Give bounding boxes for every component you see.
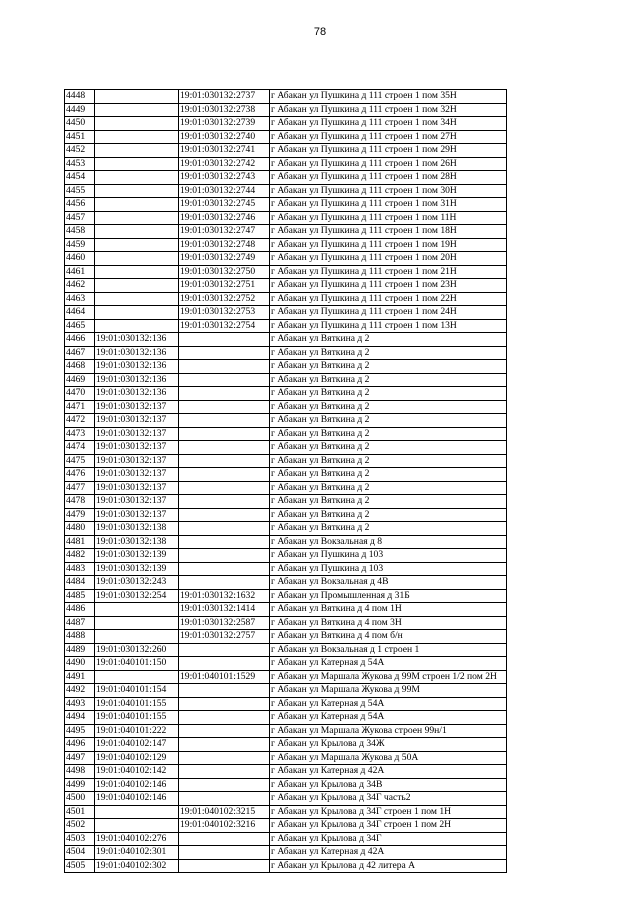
land-cadastral-number-cell [95,292,179,306]
land-cadastral-number-cell [95,117,179,131]
land-cadastral-number-cell: 19:01:030132:137 [95,495,179,509]
address-cell: г Абакан ул Вокзальная д 4В [270,576,507,590]
land-cadastral-number-cell: 19:01:040102:147 [95,738,179,752]
row-number-cell: 4456 [65,198,95,212]
address-cell: г Абакан ул Пушкина д 111 строен 1 пом 27Н [270,130,507,144]
row-number-cell: 4471 [65,400,95,414]
land-cadastral-number-cell [95,130,179,144]
table-row [65,576,507,590]
row-number-cell: 4472 [65,414,95,428]
row-number-cell: 4473 [65,427,95,441]
premises-cadastral-number-cell [179,481,270,495]
land-cadastral-number-cell [95,630,179,644]
address-cell: г Абакан ул Пушкина д 111 строен 1 пом 28Н [270,171,507,185]
table-row [65,292,507,306]
row-number-cell: 4480 [65,522,95,536]
premises-cadastral-number-cell [179,643,270,657]
row-number-cell: 4501 [65,805,95,819]
land-cadastral-number-cell: 19:01:030132:137 [95,508,179,522]
premises-cadastral-number-cell: 19:01:030132:2743 [179,171,270,185]
address-cell: г Абакан ул Катерная д 54А [270,711,507,725]
address-cell: г Абакан ул Вяткина д 2 [270,400,507,414]
land-cadastral-number-cell [95,144,179,158]
address-cell: г Абакан ул Катерная д 54А [270,697,507,711]
table-row [65,711,507,725]
address-cell: г Абакан ул Пушкина д 111 строен 1 пом 19Н [270,238,507,252]
row-number-cell: 4483 [65,562,95,576]
premises-cadastral-number-cell [179,562,270,576]
row-number-cell: 4457 [65,211,95,225]
premises-cadastral-number-cell: 19:01:030132:2748 [179,238,270,252]
address-cell: г Абакан ул Пушкина д 103 [270,549,507,563]
land-cadastral-number-cell [95,90,179,104]
premises-cadastral-number-cell: 19:01:030132:2738 [179,103,270,117]
table-row [65,427,507,441]
premises-cadastral-number-cell: 19:01:040101:1529 [179,670,270,684]
land-cadastral-number-cell [95,238,179,252]
address-cell: г Абакан ул Вяткина д 2 [270,441,507,455]
land-cadastral-number-cell: 19:01:030132:138 [95,535,179,549]
row-number-cell: 4468 [65,360,95,374]
land-cadastral-number-cell: 19:01:030132:136 [95,346,179,360]
row-number-cell: 4474 [65,441,95,455]
table-row [65,306,507,320]
address-cell: г Абакан ул Вяткина д 2 [270,333,507,347]
row-number-cell: 4458 [65,225,95,239]
land-cadastral-number-cell [95,616,179,630]
row-number-cell: 4453 [65,157,95,171]
address-cell: г Абакан ул Пушкина д 111 строен 1 пом 26Н [270,157,507,171]
premises-cadastral-number-cell: 19:01:030132:2587 [179,616,270,630]
address-cell: г Абакан ул Крылова д 34Г строен 1 пом 2Н [270,819,507,833]
table-row [65,319,507,333]
premises-cadastral-number-cell: 19:01:030132:2754 [179,319,270,333]
address-cell: г Абакан ул Вяткина д 2 [270,454,507,468]
row-number-cell: 4481 [65,535,95,549]
land-cadastral-number-cell: 19:01:030132:137 [95,414,179,428]
land-cadastral-number-cell: 19:01:030132:137 [95,481,179,495]
row-number-cell: 4461 [65,265,95,279]
row-number-cell: 4497 [65,751,95,765]
table-row [65,387,507,401]
row-number-cell: 4493 [65,697,95,711]
premises-cadastral-number-cell [179,792,270,806]
row-number-cell: 4496 [65,738,95,752]
premises-cadastral-number-cell [179,400,270,414]
premises-cadastral-number-cell [179,711,270,725]
table-row [65,724,507,738]
land-cadastral-number-cell [95,670,179,684]
land-cadastral-number-cell: 19:01:040102:302 [95,859,179,873]
premises-cadastral-number-cell [179,414,270,428]
table-row [65,360,507,374]
row-number-cell: 4455 [65,184,95,198]
table-row [65,346,507,360]
land-cadastral-number-cell [95,157,179,171]
land-cadastral-number-cell: 19:01:040102:276 [95,832,179,846]
row-number-cell: 4452 [65,144,95,158]
row-number-cell: 4488 [65,630,95,644]
table-row [65,495,507,509]
table-row [65,184,507,198]
row-number-cell: 4470 [65,387,95,401]
table-row [65,535,507,549]
table-row [65,454,507,468]
land-cadastral-number-cell [95,603,179,617]
land-cadastral-number-cell: 19:01:030132:136 [95,333,179,347]
row-number-cell: 4477 [65,481,95,495]
row-number-cell: 4465 [65,319,95,333]
land-cadastral-number-cell [95,265,179,279]
premises-cadastral-number-cell [179,576,270,590]
row-number-cell: 4454 [65,171,95,185]
address-cell: г Абакан ул Вяткина д 4 пом 3Н [270,616,507,630]
table-row [65,549,507,563]
premises-cadastral-number-cell [179,495,270,509]
row-number-cell: 4495 [65,724,95,738]
row-number-cell: 4490 [65,657,95,671]
address-cell: г Абакан ул Вяткина д 2 [270,346,507,360]
address-cell: г Абакан ул Вяткина д 4 пом 1Н [270,603,507,617]
address-cell: г Абакан ул Пушкина д 111 строен 1 пом 23Н [270,279,507,293]
land-cadastral-number-cell: 19:01:040101:150 [95,657,179,671]
table-row [65,684,507,698]
premises-cadastral-number-cell: 19:01:030132:1632 [179,589,270,603]
address-cell: г Абакан ул Пушкина д 111 строен 1 пом 29Н [270,144,507,158]
table-row [65,279,507,293]
row-number-cell: 4469 [65,373,95,387]
table-row [65,630,507,644]
address-cell: г Абакан ул Пушкина д 111 строен 1 пом 18Н [270,225,507,239]
row-number-cell: 4498 [65,765,95,779]
land-cadastral-number-cell: 19:01:040101:155 [95,711,179,725]
address-cell: г Абакан ул Вяткина д 2 [270,414,507,428]
premises-cadastral-number-cell [179,333,270,347]
row-number-cell: 4450 [65,117,95,131]
address-cell: г Абакан ул Пушкина д 111 строен 1 пом 22Н [270,292,507,306]
address-cell: г Абакан ул Пушкина д 111 строен 1 пом 24Н [270,306,507,320]
land-cadastral-number-cell: 19:01:030132:137 [95,468,179,482]
table-row [65,832,507,846]
land-cadastral-number-cell: 19:01:040102:146 [95,778,179,792]
address-cell: г Абакан ул Вяткина д 4 пом б/н [270,630,507,644]
land-cadastral-number-cell: 19:01:040102:301 [95,846,179,860]
premises-cadastral-number-cell [179,751,270,765]
table-row [65,751,507,765]
row-number-cell: 4466 [65,333,95,347]
premises-cadastral-number-cell: 19:01:030132:2741 [179,144,270,158]
table-row [65,697,507,711]
address-cell: г Абакан ул Пушкина д 111 строен 1 пом 21Н [270,265,507,279]
address-cell: г Абакан ул Вяткина д 2 [270,522,507,536]
address-cell: г Абакан ул Крылова д 34В [270,778,507,792]
table-row [65,414,507,428]
premises-cadastral-number-cell: 19:01:030132:2746 [179,211,270,225]
table-row [65,792,507,806]
premises-cadastral-number-cell [179,724,270,738]
premises-cadastral-number-cell [179,684,270,698]
land-cadastral-number-cell: 19:01:030132:138 [95,522,179,536]
address-cell: г Абакан ул Пушкина д 111 строен 1 пом 34Н [270,117,507,131]
premises-cadastral-number-cell [179,468,270,482]
row-number-cell: 4500 [65,792,95,806]
premises-cadastral-number-cell [179,508,270,522]
land-cadastral-number-cell [95,252,179,266]
premises-cadastral-number-cell: 19:01:030132:2740 [179,130,270,144]
table-row [65,265,507,279]
row-number-cell: 4448 [65,90,95,104]
land-cadastral-number-cell: 19:01:030132:136 [95,387,179,401]
land-cadastral-number-cell [95,319,179,333]
land-cadastral-number-cell: 19:01:030132:137 [95,454,179,468]
address-cell: г Абакан ул Вокзальная д 1 строен 1 [270,643,507,657]
address-cell: г Абакан ул Катерная д 42А [270,765,507,779]
premises-cadastral-number-cell [179,522,270,536]
address-cell: г Абакан ул Пушкина д 103 [270,562,507,576]
row-number-cell: 4504 [65,846,95,860]
premises-cadastral-number-cell [179,738,270,752]
address-cell: г Абакан ул Маршала Жукова д 99М [270,684,507,698]
premises-cadastral-number-cell: 19:01:030132:2750 [179,265,270,279]
premises-cadastral-number-cell [179,859,270,873]
premises-cadastral-number-cell [179,846,270,860]
land-cadastral-number-cell: 19:01:030132:139 [95,549,179,563]
row-number-cell: 4503 [65,832,95,846]
row-number-cell: 4491 [65,670,95,684]
land-cadastral-number-cell: 19:01:030132:136 [95,360,179,374]
table-row [65,90,507,104]
row-number-cell: 4482 [65,549,95,563]
address-cell: г Абакан ул Пушкина д 111 строен 1 пом 35Н [270,90,507,104]
land-cadastral-number-cell: 19:01:030132:137 [95,400,179,414]
address-cell: г Абакан ул Пушкина д 111 строен 1 пом 31Н [270,198,507,212]
registry-table [64,89,507,873]
address-cell: г Абакан ул Маршала Жукова д 99М строен 1/2 пом 2Н [270,670,507,684]
land-cadastral-number-cell: 19:01:030132:254 [95,589,179,603]
row-number-cell: 4467 [65,346,95,360]
premises-cadastral-number-cell: 19:01:030132:2744 [179,184,270,198]
address-cell: г Абакан ул Крылова д 34Г строен 1 пом 1Н [270,805,507,819]
row-number-cell: 4478 [65,495,95,509]
premises-cadastral-number-cell [179,387,270,401]
row-number-cell: 4464 [65,306,95,320]
table-row [65,211,507,225]
row-number-cell: 4475 [65,454,95,468]
land-cadastral-number-cell: 19:01:040102:146 [95,792,179,806]
address-cell: г Абакан ул Катерная д 54А [270,657,507,671]
table-row [65,333,507,347]
land-cadastral-number-cell [95,805,179,819]
land-cadastral-number-cell [95,279,179,293]
table-row [65,819,507,833]
address-cell: г Абакан ул Вяткина д 2 [270,468,507,482]
table-row [65,589,507,603]
table-row [65,616,507,630]
row-number-cell: 4487 [65,616,95,630]
address-cell: г Абакан ул Вокзальная д 8 [270,535,507,549]
page-number: 78 [313,26,327,38]
table-row [65,481,507,495]
table-row [65,805,507,819]
land-cadastral-number-cell: 19:01:040101:155 [95,697,179,711]
land-cadastral-number-cell: 19:01:030132:136 [95,373,179,387]
premises-cadastral-number-cell [179,454,270,468]
land-cadastral-number-cell: 19:01:030132:137 [95,441,179,455]
registry-table-body [65,90,507,873]
premises-cadastral-number-cell: 19:01:030132:2739 [179,117,270,131]
row-number-cell: 4462 [65,279,95,293]
premises-cadastral-number-cell [179,765,270,779]
address-cell: г Абакан ул Вяткина д 2 [270,373,507,387]
table-row [65,103,507,117]
land-cadastral-number-cell [95,103,179,117]
row-number-cell: 4485 [65,589,95,603]
premises-cadastral-number-cell: 19:01:030132:2742 [179,157,270,171]
land-cadastral-number-cell: 19:01:030132:137 [95,427,179,441]
row-number-cell: 4492 [65,684,95,698]
address-cell: г Абакан ул Вяткина д 2 [270,387,507,401]
row-number-cell: 4451 [65,130,95,144]
premises-cadastral-number-cell [179,427,270,441]
row-number-cell: 4489 [65,643,95,657]
row-number-cell: 4505 [65,859,95,873]
table-row [65,198,507,212]
row-number-cell: 4499 [65,778,95,792]
row-number-cell: 4484 [65,576,95,590]
row-number-cell: 4502 [65,819,95,833]
land-cadastral-number-cell: 19:01:030132:139 [95,562,179,576]
land-cadastral-number-cell [95,819,179,833]
land-cadastral-number-cell: 19:01:040101:154 [95,684,179,698]
premises-cadastral-number-cell [179,373,270,387]
premises-cadastral-number-cell [179,832,270,846]
premises-cadastral-number-cell [179,657,270,671]
table-row [65,171,507,185]
row-number-cell: 4460 [65,252,95,266]
address-cell: г Абакан ул Крылова д 34Ж [270,738,507,752]
address-cell: г Абакан ул Пушкина д 111 строен 1 пом 32Н [270,103,507,117]
table-row [65,859,507,873]
address-cell: г Абакан ул Маршала Жукова д 50А [270,751,507,765]
table-row [65,441,507,455]
premises-cadastral-number-cell [179,360,270,374]
address-cell: г Абакан ул Крылова д 34Г [270,832,507,846]
row-number-cell: 4463 [65,292,95,306]
address-cell: г Абакан ул Крылова д 34Г часть2 [270,792,507,806]
premises-cadastral-number-cell: 19:01:030132:2737 [179,90,270,104]
address-cell: г Абакан ул Вяткина д 2 [270,481,507,495]
premises-cadastral-number-cell [179,778,270,792]
land-cadastral-number-cell [95,198,179,212]
address-cell: г Абакан ул Крылова д 42 литера А [270,859,507,873]
table-row [65,144,507,158]
table-row [65,157,507,171]
row-number-cell: 4479 [65,508,95,522]
table-row [65,846,507,860]
table-row [65,657,507,671]
address-cell: г Абакан ул Вяткина д 2 [270,427,507,441]
address-cell: г Абакан ул Маршала Жукова строен 99н/1 [270,724,507,738]
premises-cadastral-number-cell [179,346,270,360]
premises-cadastral-number-cell [179,549,270,563]
premises-cadastral-number-cell: 19:01:030132:2753 [179,306,270,320]
address-cell: г Абакан ул Промышленная д 31Б [270,589,507,603]
table-row [65,778,507,792]
land-cadastral-number-cell: 19:01:040102:129 [95,751,179,765]
premises-cadastral-number-cell: 19:01:030132:1414 [179,603,270,617]
address-cell: г Абакан ул Вяткина д 2 [270,495,507,509]
address-cell: г Абакан ул Пушкина д 111 строен 1 пом 30Н [270,184,507,198]
address-cell: г Абакан ул Пушкина д 111 строен 1 пом 11Н [270,211,507,225]
row-number-cell: 4459 [65,238,95,252]
row-number-cell: 4449 [65,103,95,117]
table-row [65,738,507,752]
premises-cadastral-number-cell: 19:01:030132:2749 [179,252,270,266]
table-row [65,508,507,522]
premises-cadastral-number-cell: 19:01:030132:2745 [179,198,270,212]
table-row [65,117,507,131]
address-cell: г Абакан ул Вяткина д 2 [270,360,507,374]
premises-cadastral-number-cell: 19:01:030132:2747 [179,225,270,239]
table-row [65,562,507,576]
premises-cadastral-number-cell: 19:01:030132:2757 [179,630,270,644]
land-cadastral-number-cell [95,225,179,239]
land-cadastral-number-cell: 19:01:040102:142 [95,765,179,779]
premises-cadastral-number-cell [179,535,270,549]
row-number-cell: 4494 [65,711,95,725]
premises-cadastral-number-cell: 19:01:040102:3216 [179,819,270,833]
address-cell: г Абакан ул Катерная д 42А [270,846,507,860]
land-cadastral-number-cell: 19:01:040101:222 [95,724,179,738]
table-row [65,522,507,536]
premises-cadastral-number-cell [179,697,270,711]
table-row [65,603,507,617]
land-cadastral-number-cell [95,306,179,320]
land-cadastral-number-cell: 19:01:030132:260 [95,643,179,657]
table-row [65,400,507,414]
table-row [65,643,507,657]
address-cell: г Абакан ул Пушкина д 111 строен 1 пом 20Н [270,252,507,266]
row-number-cell: 4486 [65,603,95,617]
premises-cadastral-number-cell: 19:01:030132:2752 [179,292,270,306]
address-cell: г Абакан ул Вяткина д 2 [270,508,507,522]
row-number-cell: 4476 [65,468,95,482]
premises-cadastral-number-cell [179,441,270,455]
address-cell: г Абакан ул Пушкина д 111 строен 1 пом 13Н [270,319,507,333]
land-cadastral-number-cell [95,184,179,198]
land-cadastral-number-cell [95,171,179,185]
premises-cadastral-number-cell: 19:01:030132:2751 [179,279,270,293]
table-row [65,468,507,482]
premises-cadastral-number-cell: 19:01:040102:3215 [179,805,270,819]
table-row [65,130,507,144]
table-row [65,238,507,252]
land-cadastral-number-cell [95,211,179,225]
land-cadastral-number-cell: 19:01:030132:243 [95,576,179,590]
table-row [65,225,507,239]
table-row [65,373,507,387]
table-row [65,252,507,266]
table-row [65,670,507,684]
table-row [65,765,507,779]
